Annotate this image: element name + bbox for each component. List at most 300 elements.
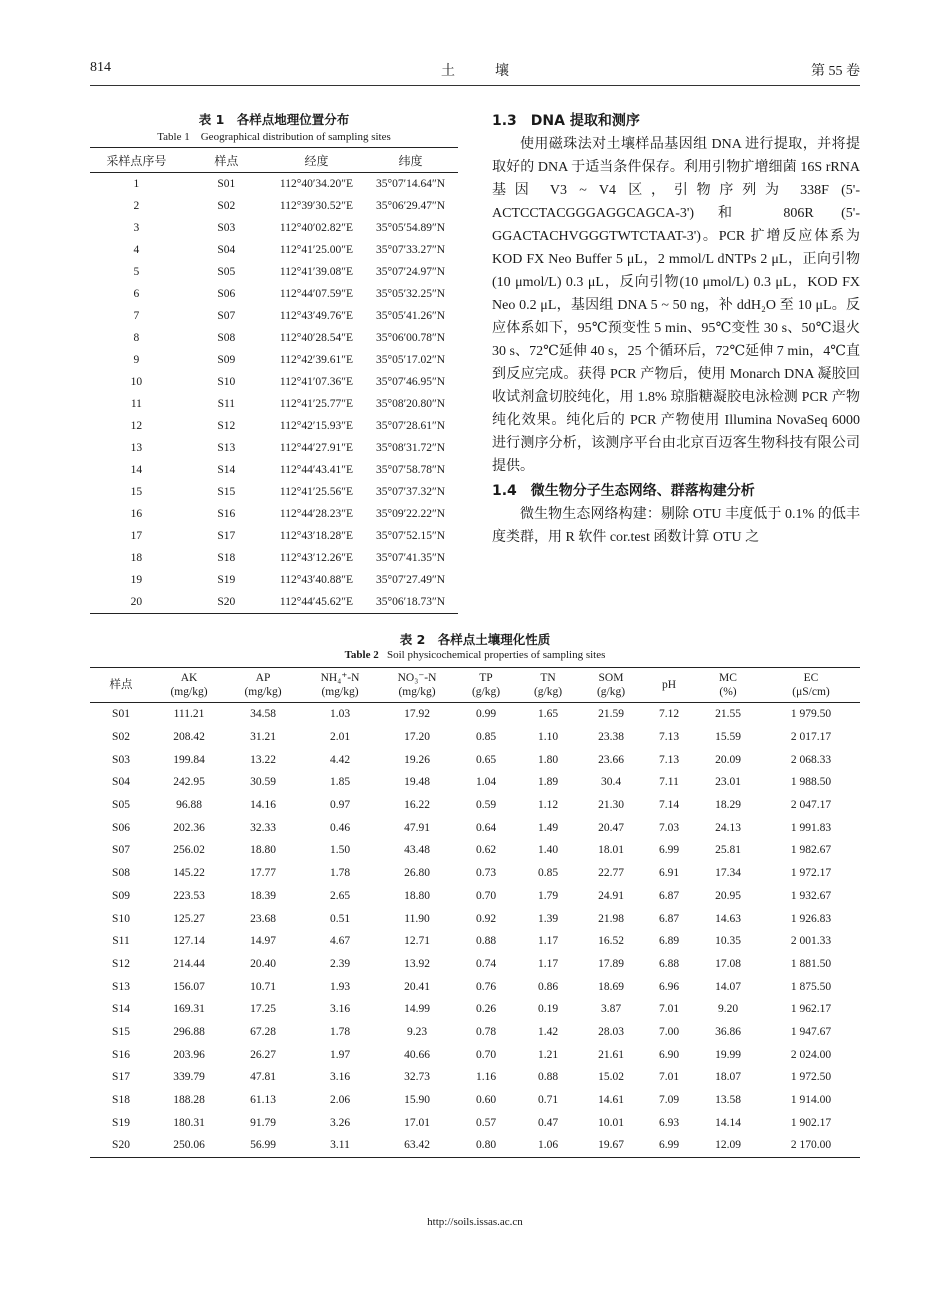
table2-cell: 0.64 (475, 821, 497, 834)
table2-cell: 1 902.17 (790, 1116, 832, 1129)
table2-cell: 6.99 (658, 844, 680, 857)
table1-cell: 35°09′22.22″N (375, 508, 446, 520)
table2-cell: 7.12 (658, 708, 680, 721)
table2-cell: S03 (112, 753, 130, 766)
table2-cell: 21.59 (598, 708, 624, 721)
section-heading-1-4: 1.4 微生物分子生态网络、群落构建分析 (492, 483, 755, 499)
table2-cell: 0.97 (329, 799, 351, 812)
table2-cell: 0.80 (454, 1134, 518, 1157)
table2-cell: 4.67 (329, 935, 351, 948)
section-1-4-body: 微生物生态网络构建：剔除 OTU 丰度低于 0.1% 的低丰度类群，用 R 软件 cor.test 函数计算 OTU 之 (492, 507, 860, 545)
table2-col-name: AK (180, 672, 198, 684)
table2-cell: 6.90 (658, 1048, 680, 1061)
table2-cell: S18 (112, 1094, 130, 1107)
table1-cell: S17 (217, 530, 236, 542)
table1-cell: 7 (133, 310, 140, 322)
table1-cell: S02 (217, 200, 236, 212)
table2-row (90, 839, 860, 862)
table2-cell: 1 926.83 (790, 912, 832, 925)
table2-cell: 7.14 (658, 799, 680, 812)
table1-cell: 35°08′20.80″N (375, 398, 446, 410)
table2-cell: S16 (112, 1048, 130, 1061)
table1-cell: S03 (217, 222, 236, 234)
table2-row (90, 1021, 860, 1044)
table2-cell: 1.10 (537, 731, 559, 744)
table2-cell: 16.22 (404, 799, 430, 812)
table2-cell: 18.07 (715, 1071, 741, 1084)
table1-cell: 2 (133, 200, 140, 212)
table2-cell: 47.81 (250, 1071, 276, 1084)
table1-cell: 8 (133, 332, 140, 344)
table2-caption-text: Soil physicochemical properties of sampling sites (386, 649, 606, 661)
table1-row (90, 261, 458, 283)
table1-cell: 35°07′24.97″N (375, 266, 446, 278)
table1-cell: 112°43′18.28″E (279, 530, 354, 542)
table1-cell: 35°07′14.64″N (375, 178, 446, 190)
table1-row (90, 415, 458, 437)
table2-cell: 19.99 (715, 1048, 741, 1061)
table1-cell: 10 (130, 376, 143, 388)
table2-cell: 15.90 (404, 1094, 430, 1107)
table2-cell: S11 (112, 935, 130, 948)
table2-cell: 14.63 (715, 912, 741, 925)
table1-row (90, 525, 458, 547)
table2-cell: S14 (112, 1003, 130, 1016)
table2-cell: 1.03 (329, 708, 351, 721)
table1-cell: 112°40′02.82″E (279, 222, 354, 234)
table2-cell: 0.62 (475, 844, 497, 857)
page-number: 814 (90, 60, 111, 75)
table2-cell: 61.13 (250, 1094, 276, 1107)
table2-cell: 6.91 (658, 867, 680, 880)
table1-cell: 112°41′25.56″E (279, 486, 354, 498)
table2-cell: S20 (90, 1134, 152, 1157)
table1-row (90, 503, 458, 525)
table1-cell: S15 (217, 486, 236, 498)
table1-cell: S16 (217, 508, 236, 520)
table2-cell: 7.01 (658, 1003, 680, 1016)
table2-cell: 1.06 (518, 1134, 578, 1157)
table2-cell: 23.38 (598, 731, 624, 744)
table1-cell: 20 (90, 591, 183, 614)
table1-cell: 35°06′18.73″N (363, 591, 458, 614)
table2-cell: S06 (112, 821, 130, 834)
table2-cell: 1.49 (537, 821, 559, 834)
table2-cell: 9.20 (717, 1003, 739, 1016)
table1-cell: S20 (183, 591, 270, 614)
table2-row (90, 862, 860, 885)
table2-cell: 23.01 (715, 776, 741, 789)
table2-cell: 21.61 (598, 1048, 624, 1061)
table2-col-header (152, 668, 226, 703)
table1-row (90, 239, 458, 261)
table1-row (90, 569, 458, 591)
table2-cell: 1 962.17 (790, 1003, 832, 1016)
table2-cell: 1.16 (475, 1071, 497, 1084)
table1-row (90, 591, 458, 614)
table2-cell: 91.79 (250, 1116, 276, 1129)
table2-col-header (300, 668, 380, 703)
table1-cell: 4 (133, 244, 140, 256)
table2-cell: 7.00 (658, 1025, 680, 1038)
table1-cell: 112°43′12.26″E (279, 552, 354, 564)
table2-row (90, 885, 860, 908)
table2-col-name: EC (803, 672, 819, 684)
table1-cell: 35°05′17.02″N (375, 354, 446, 366)
table2-cell: 17.25 (250, 1003, 276, 1016)
table1-cell: 112°43′40.88″E (279, 574, 354, 586)
table2-cell: 1 979.50 (790, 708, 832, 721)
table1-cell: 16 (130, 508, 143, 520)
table2-cell: 7.09 (658, 1094, 680, 1107)
table2 (90, 667, 860, 1158)
table1-cell: 35°07′33.27″N (375, 244, 446, 256)
table2-col-header (762, 668, 860, 703)
table2-col-name: NH₄⁺-N (320, 672, 360, 684)
table2-col-header (578, 668, 644, 703)
table1-cell: 112°39′30.52″E (279, 200, 354, 212)
table2-cell: 32.73 (404, 1071, 430, 1084)
table1-cell: 35°07′58.78″N (375, 464, 446, 476)
table1-cell: 35°05′32.25″N (375, 288, 446, 300)
table1-cell: S14 (217, 464, 236, 476)
table2-cell: 7.11 (659, 776, 679, 789)
table2-cell: 10.01 (598, 1116, 624, 1129)
table2-cell: 32.33 (250, 821, 276, 834)
table1-cell: 112°43′49.76″E (279, 310, 354, 322)
table2-cell: 256.02 (173, 844, 205, 857)
table2-cell: 21.30 (598, 799, 624, 812)
table1-cell: S18 (217, 552, 236, 564)
journal-title: 土壤 (441, 64, 549, 79)
table1-row (90, 437, 458, 459)
table2-cell: 17.01 (404, 1116, 430, 1129)
table2-cell: 0.71 (537, 1094, 559, 1107)
table2-cell: 2.65 (329, 889, 351, 902)
table1-cell: S07 (217, 310, 236, 322)
table1-col-header: 纬度 (363, 148, 458, 173)
table2-cell: 2 001.33 (790, 935, 832, 948)
table2-cell: 0.85 (537, 867, 559, 880)
table2-cell: 0.70 (475, 1048, 497, 1061)
table2-cell: 17.08 (715, 957, 741, 970)
table2-cell: 1 972.50 (790, 1071, 832, 1084)
table1-cell: 112°41′25.77″E (279, 398, 354, 410)
table2-cell: 6.87 (658, 889, 680, 902)
table1-cell: S01 (217, 178, 236, 190)
table2-cell: 3.16 (329, 1003, 351, 1016)
table2-cell: S17 (112, 1071, 130, 1084)
table2-cell: 250.06 (152, 1134, 226, 1157)
table2-cell: 1.65 (537, 708, 559, 721)
table2-cell: 20.40 (250, 957, 276, 970)
table1-row (90, 349, 458, 371)
table2-cell: 1.17 (537, 957, 559, 970)
table2-cell: 17.89 (598, 957, 624, 970)
table1-cell: 112°41′39.08″E (279, 266, 354, 278)
table2-cell: 18.80 (250, 844, 276, 857)
table2-cell: 6.89 (658, 935, 680, 948)
table2-cell: 18.29 (715, 799, 741, 812)
table2-cell: 63.42 (380, 1134, 454, 1157)
table1-cell: 14 (130, 464, 143, 476)
page-header (90, 56, 860, 82)
table2-cell: 19.48 (404, 776, 430, 789)
table2-cell: S01 (112, 708, 130, 721)
table2-col-header (518, 668, 578, 703)
table2-row (90, 1043, 860, 1066)
table2-cell: S13 (112, 980, 130, 993)
table2-cell: 6.99 (644, 1134, 694, 1157)
table2-cell: 242.95 (173, 776, 205, 789)
table1-cell: 35°07′41.35″N (375, 552, 446, 564)
table2-row (90, 953, 860, 976)
table2-cell: 1.39 (537, 912, 559, 925)
table2-row (90, 771, 860, 794)
table2-cell: 1 914.00 (790, 1094, 832, 1107)
table2-cell: 0.85 (475, 731, 497, 744)
table2-cell: 296.88 (173, 1025, 205, 1038)
table1-cell: 35°07′46.95″N (375, 376, 446, 388)
table2-cell: 0.65 (475, 753, 497, 766)
table2-cell: 47.91 (404, 821, 430, 834)
table2-cell: 1.12 (537, 799, 559, 812)
table2-cell: 202.36 (173, 821, 205, 834)
table2-row (90, 907, 860, 930)
table1-cell: 35°08′31.72″N (375, 442, 446, 454)
table2-caption-cn: 表 2 各样点土壤理化性质 (399, 632, 551, 647)
table2-cell: 14.61 (598, 1094, 624, 1107)
table2-row (90, 726, 860, 749)
table1-cell: 112°41′07.36″E (279, 376, 354, 388)
table2-cell: 31.21 (250, 731, 276, 744)
table2-col-name: AP (255, 672, 271, 684)
volume-label: 第 55 卷 (811, 64, 860, 79)
table2-cell: 21.55 (715, 708, 741, 721)
table2-cell: 1 932.67 (790, 889, 832, 902)
table2-cell: 10.35 (715, 935, 741, 948)
table2-cell: 111.21 (173, 708, 205, 721)
table2-cell: 6.96 (658, 980, 680, 993)
table2-cell: 2.06 (329, 1094, 351, 1107)
table2-cell: 1 947.67 (790, 1025, 832, 1038)
table2-cell: 14.99 (404, 1003, 430, 1016)
table2-cell: 15.59 (715, 731, 741, 744)
table2-cell: 1 988.50 (790, 776, 832, 789)
table1-cell: S05 (217, 266, 236, 278)
table2-col-name: TN (540, 672, 556, 684)
table1-cell: 18 (130, 552, 143, 564)
table2-cell: 14.97 (250, 935, 276, 948)
table2-cell: 2 170.00 (762, 1134, 860, 1157)
table2-cell: 0.78 (475, 1025, 497, 1038)
table2-row (90, 816, 860, 839)
table2-cell: 30.59 (250, 776, 276, 789)
table2-cell: 2.01 (329, 731, 351, 744)
table2-row (90, 930, 860, 953)
table2-cell: 1.78 (329, 867, 351, 880)
table1-row (90, 195, 458, 217)
table2-cell: 12.09 (694, 1134, 762, 1157)
table2-cell: 1.80 (537, 753, 559, 766)
table1-cell: 112°44′07.59″E (279, 288, 354, 300)
table2-cell: 21.98 (598, 912, 624, 925)
table2-cell: 7.03 (658, 821, 680, 834)
table2-col-name: SOM (598, 672, 624, 684)
table2-col-unit: (μS/cm) (792, 686, 830, 698)
table1-cell: 112°44′27.91″E (279, 442, 354, 454)
table2-cell: 14.16 (250, 799, 276, 812)
table2-row (90, 1134, 860, 1157)
table1-cell: S06 (217, 288, 236, 300)
table2-cell: 0.92 (475, 912, 497, 925)
table2-cell: 0.99 (475, 708, 497, 721)
table2-cell: 24.91 (598, 889, 624, 902)
table2-cell: 23.68 (250, 912, 276, 925)
table2-cell: 0.57 (475, 1116, 497, 1129)
table1-cell: 112°41′25.00″E (279, 244, 354, 256)
table2-cell: 18.39 (250, 889, 276, 902)
table2-cell: 1.79 (537, 889, 559, 902)
table2-cell: 7.13 (658, 753, 680, 766)
table2-cell: 22.77 (598, 867, 624, 880)
table2-cell: 1.85 (329, 776, 351, 789)
table1-caption-cn: 表 1 各样点地理位置分布 (198, 112, 350, 127)
table2-cell: 19.26 (404, 753, 430, 766)
table2-col-name: pH (661, 679, 677, 691)
table1-cell: S11 (217, 398, 236, 410)
table2-col-unit: (%) (719, 686, 737, 698)
table2-cell: 18.01 (598, 844, 624, 857)
table2-cell: 15.02 (598, 1071, 624, 1084)
table2-cell: 34.58 (250, 708, 276, 721)
table2-cell: 2 068.33 (790, 753, 832, 766)
table2-cell: 3.26 (329, 1116, 351, 1129)
table2-cell: 13.22 (250, 753, 276, 766)
table1-cell: 35°06′29.47″N (375, 200, 446, 212)
table2-col-unit: (mg/kg) (398, 686, 436, 698)
table2-caption-en (90, 649, 860, 661)
table2-row (90, 1066, 860, 1089)
table2-cell: S19 (112, 1116, 130, 1129)
table2-cell: 67.28 (250, 1025, 276, 1038)
table2-cell: 180.31 (173, 1116, 205, 1129)
table1-cell: S08 (217, 332, 236, 344)
table2-row (90, 748, 860, 771)
table2-row (90, 703, 860, 726)
table2-cell: 2 017.17 (790, 731, 832, 744)
table2-cell: 4.42 (329, 753, 351, 766)
table2-cell: 1.04 (475, 776, 497, 789)
header-rule (90, 85, 860, 86)
table2-cell: 1 875.50 (790, 980, 832, 993)
table2-cell: 7.13 (658, 731, 680, 744)
table2-cell: 3.11 (300, 1134, 380, 1157)
table2-cell: 203.96 (173, 1048, 205, 1061)
table1-cell: S09 (217, 354, 236, 366)
table2-cell: 17.20 (404, 731, 430, 744)
table2-cell: 208.42 (173, 731, 205, 744)
table1-cell: 6 (133, 288, 140, 300)
table2-cell: 0.46 (329, 821, 351, 834)
table1-cell: 19 (130, 574, 143, 586)
table2-cell: 20.41 (404, 980, 430, 993)
table1-caption-en: Table 1 Geographical distribution of sampling sites (157, 131, 391, 143)
table2-cell: 127.14 (173, 935, 205, 948)
table1-row (90, 305, 458, 327)
table1-cell: S04 (217, 244, 236, 256)
table2-cell: 6.88 (658, 957, 680, 970)
table2-cell: 214.44 (173, 957, 205, 970)
table2-cell: 1.50 (329, 844, 351, 857)
table2-row (90, 1111, 860, 1134)
table2-cell: 14.14 (715, 1116, 741, 1129)
table1-cell: 3 (133, 222, 140, 234)
table2-col-unit: (g/kg) (596, 686, 626, 698)
table2-cell: 0.26 (475, 1003, 497, 1016)
table2-cell: 13.92 (404, 957, 430, 970)
table2-cell: 18.80 (404, 889, 430, 902)
table2-cell: 1 991.83 (790, 821, 832, 834)
table2-col-header (90, 668, 152, 703)
table1-cell: S10 (217, 376, 236, 388)
table2-cell: 1.40 (537, 844, 559, 857)
table2-cell: 1.93 (329, 980, 351, 993)
section-heading-1-3: 1.3 DNA 提取和测序 (492, 113, 640, 129)
table2-cell: 0.47 (537, 1116, 559, 1129)
table2-col-name: TP (479, 672, 493, 684)
table2-col-unit: (mg/kg) (321, 686, 359, 698)
table2-col-header (380, 668, 454, 703)
table1-cell: 5 (133, 266, 140, 278)
table1-cell: S19 (217, 574, 236, 586)
table2-cell: 20.47 (598, 821, 624, 834)
table2-cell: S04 (112, 776, 130, 789)
table2-cell: 0.76 (475, 980, 497, 993)
table2-cell: 30.4 (600, 776, 622, 789)
table2-cell: 6.87 (658, 912, 680, 925)
table2-cell: 339.79 (173, 1071, 205, 1084)
table2-cell: 6.93 (658, 1116, 680, 1129)
table2-cell: 43.48 (404, 844, 430, 857)
table1-cell: 35°06′00.78″N (375, 332, 446, 344)
table2-cell: 18.69 (598, 980, 624, 993)
table2-col-unit: (g/kg) (471, 686, 501, 698)
table1-row (90, 327, 458, 349)
table2-cell: 2 047.17 (790, 799, 832, 812)
table1-cell: 35°07′27.49″N (375, 574, 446, 586)
table1-cell: 11 (130, 398, 142, 410)
table2-cell: 125.27 (173, 912, 205, 925)
table1-cell: S12 (217, 420, 236, 432)
table2-row (90, 975, 860, 998)
table1-col-header: 样点 (183, 148, 270, 173)
table1-row (90, 173, 458, 196)
table1-header-row (90, 148, 458, 173)
table1-cell: 112°40′34.20″E (279, 178, 354, 190)
table2-cell: 26.27 (250, 1048, 276, 1061)
table2-cell: 0.88 (475, 935, 497, 948)
table2-header-row (90, 668, 860, 703)
table2-cell: 96.88 (176, 799, 202, 812)
table2-cell: 169.31 (173, 1003, 205, 1016)
table1-col-header: 采样点序号 (90, 148, 183, 173)
table2-cell: 0.51 (329, 912, 351, 925)
table2-col-name: NO₃⁻-N (397, 672, 437, 684)
table2-cell: 10.71 (250, 980, 276, 993)
table2-cell: 0.19 (537, 1003, 559, 1016)
table2-col-unit: (mg/kg) (170, 686, 208, 698)
